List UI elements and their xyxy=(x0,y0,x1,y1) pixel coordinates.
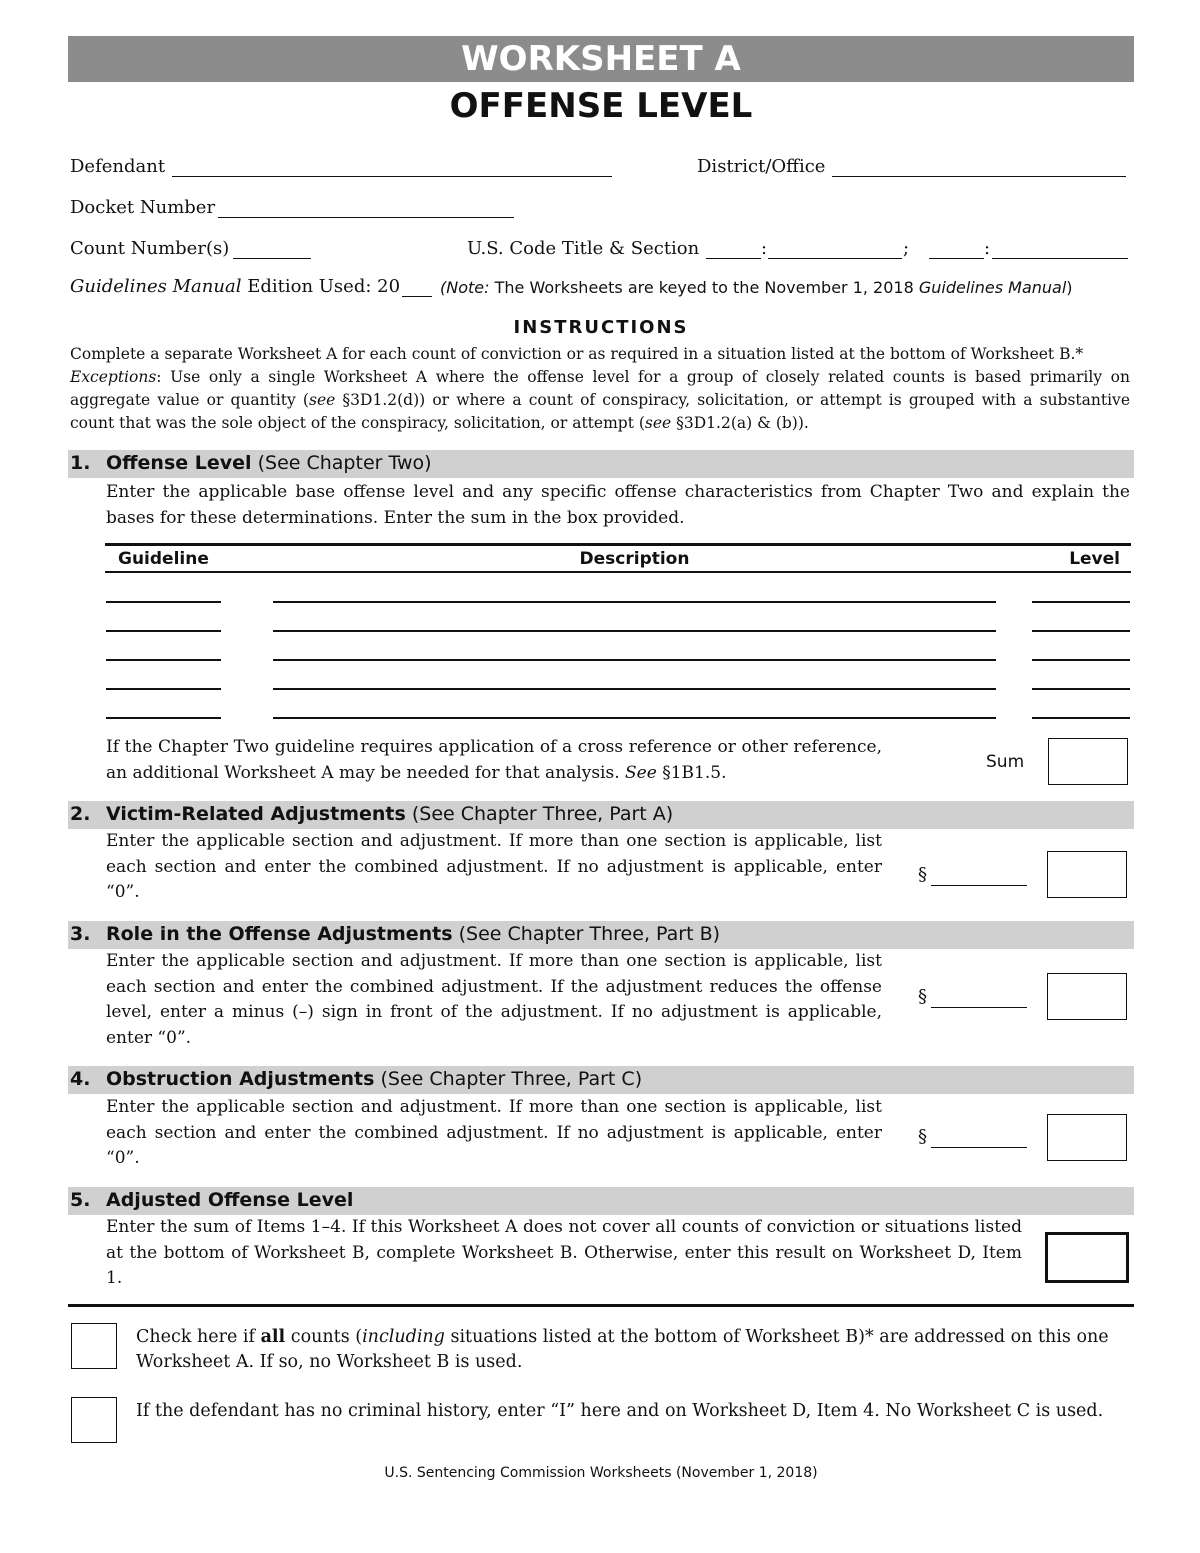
section-3-header xyxy=(68,921,1134,949)
count-field[interactable] xyxy=(233,238,311,259)
sum-label: Sum xyxy=(986,752,1025,772)
section-4-number: 4. xyxy=(70,1068,91,1090)
table-row-2-guideline-field[interactable] xyxy=(106,608,221,632)
note-text: The Worksheets are keyed to the November 1, 2018 xyxy=(494,278,914,297)
table-row-5-level-field[interactable] xyxy=(1032,695,1130,719)
code-sep-2: ; xyxy=(903,238,910,259)
section-3-ref: (See Chapter Three, Part B) xyxy=(458,923,721,945)
table-top-rule xyxy=(105,543,1131,546)
section-2-ref: (See Chapter Three, Part A) xyxy=(411,803,674,825)
code-sep-1: : xyxy=(761,238,768,259)
section-2-header xyxy=(68,801,1134,829)
section-3-symbol: § xyxy=(918,986,927,1007)
table-row-3-guideline-field[interactable] xyxy=(106,637,221,661)
section-1-title: Offense Level xyxy=(106,452,252,474)
worksheet-title: WORKSHEET A xyxy=(68,36,1134,82)
code-sep-3: : xyxy=(984,238,991,259)
section-1-header xyxy=(68,450,1134,478)
edition-year-field[interactable] xyxy=(402,276,432,297)
table-row-1-description-field[interactable] xyxy=(273,579,996,603)
section-2-symbol: § xyxy=(918,864,927,885)
district-field[interactable] xyxy=(832,156,1126,177)
edition-row xyxy=(70,276,400,298)
section-5-text: Enter the sum of Items 1–4. If this Worksheet A does not cover all counts of conviction or situations listed at the bottom of Worksheet B, complete Worksheet B. Otherwise, enter this result on Worksheet D, Item 1. xyxy=(106,1217,1022,1288)
defendant-label: Defendant xyxy=(70,156,166,177)
section-2-box[interactable] xyxy=(1047,851,1127,898)
code-section-field-1[interactable] xyxy=(768,238,902,259)
col-level: Level xyxy=(1069,549,1120,569)
sum-box[interactable] xyxy=(1048,738,1128,785)
col-description: Description xyxy=(579,549,690,569)
check1-mid: counts ( xyxy=(290,1327,363,1347)
section-5-header xyxy=(68,1187,1134,1215)
table-row-3-description-field[interactable] xyxy=(273,637,996,661)
section-3-box[interactable] xyxy=(1047,973,1127,1020)
table-row-5-guideline-field[interactable] xyxy=(106,695,221,719)
note-close: ) xyxy=(1066,278,1073,297)
edition-label: Edition Used: 20 xyxy=(247,276,401,297)
no-criminal-history-text: If the defendant has no criminal history, enter “I” here and on Worksheet D, Item 4. No Worksheet C is used. xyxy=(136,1401,1104,1421)
docket-field[interactable] xyxy=(218,197,514,218)
section-2-title: Victim-Related Adjustments xyxy=(106,803,406,825)
section-4-text: Enter the applicable section and adjustment. If more than one section is applicable, list each section and enter the combined adjustment. If no adjustment is applicable, enter “0”. xyxy=(106,1097,882,1168)
cross-reference-text xyxy=(106,735,882,786)
table-row-2-level-field[interactable] xyxy=(1032,608,1130,632)
section-2-text: Enter the applicable section and adjustment. If more than one section is applicable, list each section and enter the combined adjustment. If no adjustment is applicable, enter “0”. xyxy=(106,831,882,902)
all-counts-text xyxy=(136,1325,1132,1375)
exceptions-text-3: §3D1.2(a) & (b)). xyxy=(671,414,809,432)
check1-post: situations listed at the bottom of Worksheet B)* are addressed on this one Worksheet A. If so, no Worksheet B is used. xyxy=(136,1327,1109,1372)
table-row-2-description-field[interactable] xyxy=(273,608,996,632)
worksheet-subtitle: OFFENSE LEVEL xyxy=(449,86,753,126)
instructions-line-1: Complete a separate Worksheet A for each count of conviction or as required in a situation listed at the bottom of Worksheet B.* xyxy=(70,345,1084,363)
exceptions-text-2: §3D1.2(d)) or where a count of conspiracy, solicitation, or attempt is grouped with a substantive count that was the sole object of the conspiracy, solicitation, or attempt ( xyxy=(70,391,1130,432)
check1-bold: all xyxy=(260,1327,286,1347)
section-3-title: Role in the Offense Adjustments xyxy=(106,923,453,945)
section-1-number: 1. xyxy=(70,452,91,474)
count-label: Count Number(s) xyxy=(70,238,230,259)
section-4-header xyxy=(68,1066,1134,1094)
exceptions-text-1: : Use only a single Worksheet A where the offense level for a group of closely related counts is based primarily on aggregate value or quantity ( xyxy=(70,368,1130,409)
check1-pre: Check here if xyxy=(136,1327,255,1347)
section-3-number: 3. xyxy=(70,923,91,945)
table-header-rule xyxy=(105,571,1131,573)
instructions-body xyxy=(70,343,1130,435)
adjusted-offense-level-box[interactable] xyxy=(1045,1232,1129,1283)
docket-label: Docket Number xyxy=(70,197,216,218)
section-2-number: 2. xyxy=(70,803,91,825)
section-1-ref: (See Chapter Two) xyxy=(257,452,432,474)
instructions-exceptions xyxy=(70,366,1130,435)
section-4-ref: (See Chapter Three, Part C) xyxy=(380,1068,643,1090)
section-5-title: Adjusted Offense Level xyxy=(106,1189,354,1211)
section-2-section-field[interactable] xyxy=(931,864,1027,886)
code-title-field-2[interactable] xyxy=(929,238,984,259)
table-row-4-guideline-field[interactable] xyxy=(106,666,221,690)
section-4-symbol: § xyxy=(918,1126,927,1147)
section-4-box[interactable] xyxy=(1047,1114,1127,1161)
see-1: see xyxy=(308,391,336,409)
code-label: U.S. Code Title & Section xyxy=(467,238,700,259)
code-title-field-1[interactable] xyxy=(706,238,761,259)
table-row-1-guideline-field[interactable] xyxy=(106,579,221,603)
col-guideline: Guideline xyxy=(118,549,209,569)
section-4-section-field[interactable] xyxy=(931,1126,1027,1148)
instructions-heading: INSTRUCTIONS xyxy=(513,317,689,338)
cross-ref-see: See xyxy=(625,762,657,783)
all-counts-checkbox[interactable] xyxy=(71,1323,117,1369)
page-footer: U.S. Sentencing Commission Worksheets (November 1, 2018) xyxy=(384,1465,818,1481)
defendant-field[interactable] xyxy=(172,156,612,177)
bottom-divider xyxy=(68,1304,1134,1307)
district-label: District/Office xyxy=(697,156,826,177)
cross-ref-section: §1B1.5. xyxy=(662,762,727,783)
section-4-title: Obstruction Adjustments xyxy=(106,1068,375,1090)
check1-italic: including xyxy=(362,1327,445,1347)
code-section-field-2[interactable] xyxy=(992,238,1128,259)
section-3-text: Enter the applicable section and adjustment. If more than one section is applicable, list each section and enter the combined adjustment. If the adjustment reduces the offense level, enter a minus (–) sign in front of the adjustment. If no adjustment is applicable, enter “0”. xyxy=(106,951,882,1048)
table-row-5-description-field[interactable] xyxy=(273,695,996,719)
section-1-text: Enter the applicable base offense level and any specific offense characteristics from Chapter Two and explain the bases for these determinations. Enter the sum in the box provided. xyxy=(106,482,1130,528)
note-italic: Guidelines Manual xyxy=(918,278,1067,297)
edition-note xyxy=(440,277,1073,299)
table-row-4-level-field[interactable] xyxy=(1032,666,1130,690)
see-2: see xyxy=(644,414,672,432)
section-5-number: 5. xyxy=(70,1189,91,1211)
exceptions-label: Exceptions xyxy=(70,368,157,386)
table-row-3-level-field[interactable] xyxy=(1032,637,1130,661)
section-3-section-field[interactable] xyxy=(931,986,1027,1008)
edition-label-italic: Guidelines Manual xyxy=(70,276,242,297)
no-criminal-history-box[interactable] xyxy=(71,1397,117,1443)
note-prefix: (Note: xyxy=(440,278,490,297)
table-row-4-description-field[interactable] xyxy=(273,666,996,690)
cross-ref-body: If the Chapter Two guideline requires application of a cross reference or other reference, an additional Worksheet A may be needed for that analysis. xyxy=(106,737,882,783)
table-row-1-level-field[interactable] xyxy=(1032,579,1130,603)
